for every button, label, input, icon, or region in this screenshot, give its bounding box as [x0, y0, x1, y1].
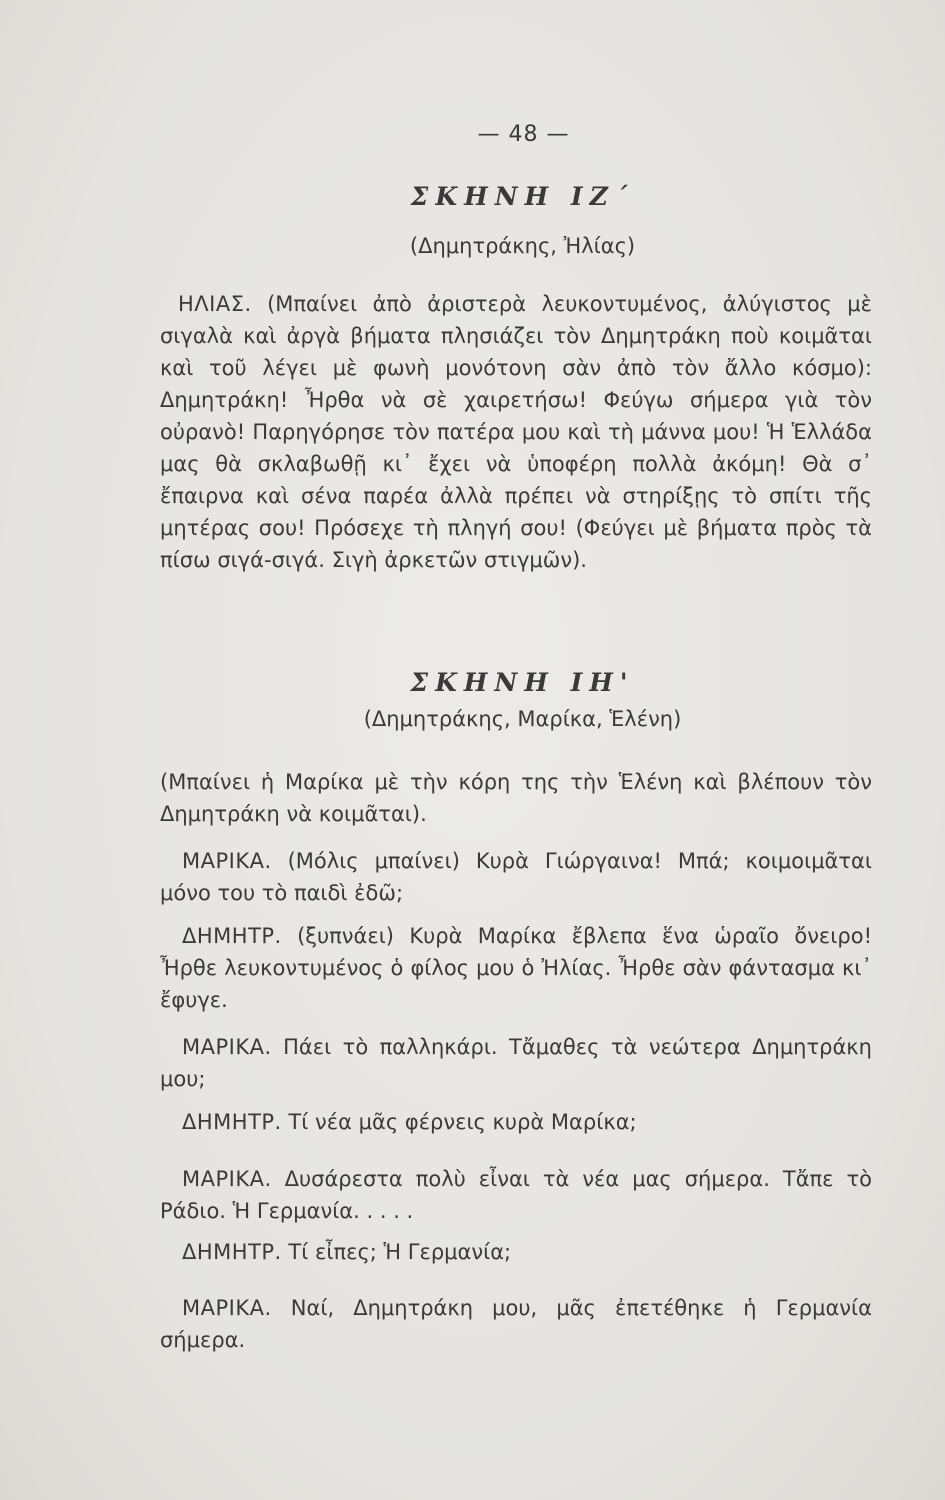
scene-17-monologue: [160, 288, 872, 576]
dialogue-line-5: [160, 1163, 872, 1227]
line-text: Τί νέα μᾶς φέρνεις κυρὰ Μαρίκα;: [288, 1110, 637, 1134]
line-text: Πάει τὸ παλληκάρι. Τἄμαθες τὰ νεώτερα Δημητράκη μου;: [160, 1035, 872, 1091]
page-number: — 48 —: [477, 122, 570, 147]
line-text: Τί εἶπες; Ἡ Γερμανία;: [288, 1240, 512, 1264]
dialogue-line-7: [160, 1292, 872, 1356]
monologue-text: (Μπαίνει ἀπὸ ἀριστερὰ λευκοντυμένος, ἀλύγιστος μὲ σιγαλὰ καὶ ἀργὰ βήματα πλησιάζει τὸν Δημητράκη ποὺ κοιμᾶται καὶ τοῦ λέγει μὲ φωνὴ μονότονη σὰν ἀπὸ τὸν ἄλλο κόσμο): Δημητράκη! Ἦρθα νὰ σὲ χαιρετήσω! Φεύγω σήμερα γιὰ τὸν οὐρανὸ! Παρηγόρησε τὸν πατέρα μου καὶ τὴ μάννα μου! Ἡ Ἑλλάδα μας θὰ σκλαβωθῇ κι᾽ ἔχει νὰ ὑποφέρη πολλὰ ἀκόμη! Θὰ σ᾽ ἔπαιρνα καὶ σένα παρέα ἀλλὰ πρέπει νὰ στηρίξῃς τὸ σπίτι τῆς μητέρας σου! Πρόσεχε τὴ πληγή σου! (Φεύγει μὲ βήματα πρὸς τὰ πίσω σιγά-σιγά. Σιγὴ ἀρκετῶν στιγμῶν).: [160, 292, 872, 572]
dialogue-line-2: [160, 920, 872, 1016]
stage-direction: (Μπαίνει ἡ Μαρίκα μὲ τὴν κόρη της τὴν Ἑλένη καὶ βλέπουν τὸν Δημητράκη νὰ κοιμᾶται).: [160, 770, 872, 826]
speaker-label: ΜΑΡΙΚΑ.: [182, 849, 272, 873]
dialogue-line-3: [160, 1031, 872, 1095]
speaker-label: ΔΗΜΗΤΡ.: [182, 924, 282, 948]
speaker-label: ΗΛΙΑΣ.: [178, 292, 252, 316]
speaker-label: ΜΑΡΙΚΑ.: [182, 1035, 272, 1059]
speaker-label: ΜΑΡΙΚΑ.: [182, 1167, 272, 1191]
scene-17-title: ΣΚΗΝΗ ΙΖ΄: [410, 182, 635, 211]
scene-18-direction: [160, 766, 872, 830]
line-text: Δυσάρεστα πολὺ εἶναι τὰ νέα μας σήμερα. Τἄπε τὸ Ράδιο. Ἡ Γερμανία. . . . .: [160, 1167, 872, 1223]
dialogue-line-1: [160, 845, 872, 909]
line-text: (ξυπνάει) Κυρὰ Μαρίκα ἔβλεπα ἕνα ὡραῖο ὄνειρο! Ἦρθε λευκοντυμένος ὁ φίλος μου ὁ Ἠλίας. Ἦρθε σὰν φάντασμα κι᾽ ἔφυγε.: [160, 924, 872, 1012]
speaker-label: ΔΗΜΗΤΡ.: [182, 1110, 282, 1134]
scene-18-cast: (Δημητράκης, Μαρίκα, Ἑλένη): [363, 707, 682, 731]
speaker-label: ΜΑΡΙΚΑ.: [182, 1296, 272, 1320]
line-text: (Μόλις μπαίνει) Κυρὰ Γιώργαινα! Μπά; κοιμοιμᾶται μόνο του τὸ παιδὶ ἐδῶ;: [160, 849, 872, 905]
scene-18-title: ΣΚΗΝΗ ΙΗ': [410, 668, 635, 697]
dialogue-line-4: [160, 1106, 872, 1138]
scene-17-cast: (Δημητράκης, Ἠλίας): [409, 234, 636, 258]
speaker-label: ΔΗΜΗΤΡ.: [182, 1240, 282, 1264]
dialogue-line-6: [160, 1236, 872, 1268]
line-text: Ναί, Δημητράκη μου, μᾶς ἐπετέθηκε ἡ Γερμανία σήμερα.: [160, 1296, 872, 1352]
